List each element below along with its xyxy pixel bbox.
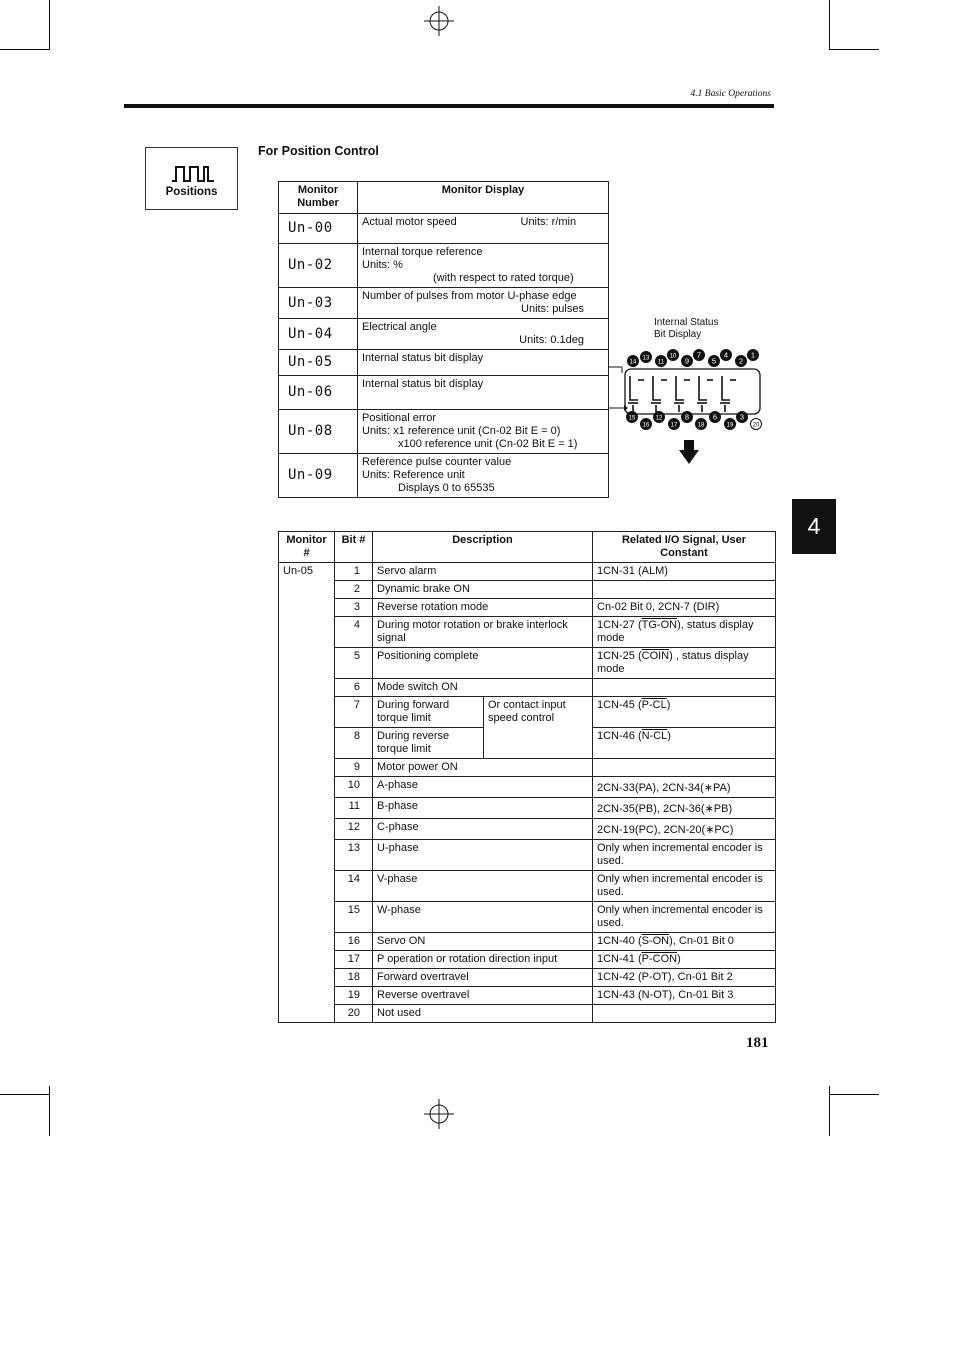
- bit-number-label: 9: [684, 356, 690, 366]
- related-signal: [593, 617, 776, 648]
- signal-text: 1CN-46 (: [597, 730, 642, 742]
- bit-number: 15: [335, 902, 373, 933]
- positions-box: [145, 147, 238, 210]
- crop-mark: [0, 1094, 50, 1095]
- display-housing: [625, 369, 760, 414]
- section-title: For Position Control: [258, 144, 379, 158]
- desc-line: Displays 0 to 65535: [398, 482, 495, 494]
- monitor-cell: Un-05: [279, 563, 335, 1023]
- monitor-description: [358, 410, 609, 454]
- bit-description: Servo alarm: [373, 563, 593, 581]
- signal-text: ) , status display mode: [597, 650, 749, 675]
- bit-description: V-phase: [373, 871, 593, 902]
- bit-number: 18: [335, 969, 373, 987]
- bit-number: 13: [335, 840, 373, 871]
- bit-number-label: 20: [752, 422, 760, 429]
- diagram-label-line: Bit Display: [654, 329, 702, 340]
- signal-inverted-name: P-CL: [641, 699, 667, 711]
- bit-number: 11: [335, 798, 373, 819]
- signal-text: ): [677, 953, 681, 965]
- bit-description: Motor power ON: [373, 759, 593, 777]
- table-row: [279, 1005, 776, 1023]
- diagram-label-line: Internal Status: [654, 317, 719, 328]
- bit-number: 10: [335, 777, 373, 798]
- related-signal: Cn-02 Bit 0, 2CN-7 (DIR): [593, 599, 776, 617]
- signal-inverted-name: P-CON: [641, 953, 678, 965]
- crop-mark: [829, 0, 830, 50]
- signal-inverted-name: S-ON: [641, 935, 670, 947]
- table-row: [279, 563, 776, 581]
- desc-line: Reference pulse counter value: [362, 456, 512, 468]
- table-row: [279, 902, 776, 933]
- crop-mark: [49, 0, 50, 50]
- bit-description: P operation or rotation direction input: [373, 951, 593, 969]
- crop-mark: [0, 49, 50, 50]
- table-row: [279, 798, 776, 819]
- bit-number: 6: [335, 679, 373, 697]
- registration-target-icon: [424, 6, 454, 36]
- related-signal: 1CN-43 (N-OT), Cn-01 Bit 3: [593, 987, 776, 1005]
- monitor-code: Un-00: [279, 214, 358, 244]
- header-description: Description: [373, 532, 593, 563]
- table-header-row: [279, 182, 609, 214]
- desc-line: Internal torque reference: [362, 246, 483, 258]
- related-signal: [593, 581, 776, 599]
- monitor-description: [358, 244, 609, 288]
- header-bit: Bit #: [335, 532, 373, 563]
- chapter-tab: 4: [792, 499, 836, 554]
- related-signal: [593, 951, 776, 969]
- table-row: [279, 840, 776, 871]
- segment-digits: [628, 376, 736, 412]
- bit-number: 8: [335, 728, 373, 759]
- table-row: [279, 319, 609, 350]
- monitor-description: Internal status bit display: [358, 350, 609, 376]
- signal-inverted-name: COIN: [641, 650, 670, 662]
- related-signal: 1CN-31 (ALM): [593, 563, 776, 581]
- bit-description: Mode switch ON: [373, 679, 593, 697]
- table-row: [279, 350, 609, 376]
- signal-text: 1CN-45 (: [597, 699, 642, 711]
- desc-line: (with respect to rated torque): [433, 272, 574, 284]
- signal-text: ), Cn-01 Bit 0: [669, 935, 734, 947]
- bit-number: 17: [335, 951, 373, 969]
- monitor-description: [358, 288, 609, 319]
- related-signal: 2CN-33(PA), 2CN-34(∗PA): [593, 777, 776, 798]
- bit-number: 2: [335, 581, 373, 599]
- header-monitor-display: Monitor Display: [358, 182, 609, 214]
- signal-text: ): [666, 699, 671, 711]
- related-signal: [593, 648, 776, 679]
- monitor-code: Un-02: [279, 244, 358, 288]
- registration-target-icon: [424, 1099, 454, 1129]
- bit-number-label: 17: [670, 422, 678, 429]
- related-signal: [593, 728, 776, 759]
- bit-number: 20: [335, 1005, 373, 1023]
- header-related-signal: Related I/O Signal, User Constant: [593, 532, 776, 563]
- bit-number-label: 12: [655, 415, 663, 422]
- desc-line: Number of pulses from motor U-phase edge: [362, 290, 577, 302]
- related-signal: 2CN-19(PC), 2CN-20(∗PC): [593, 819, 776, 840]
- bit-description: U-phase: [373, 840, 593, 871]
- bit-number: 7: [335, 697, 373, 728]
- desc-line: Units: x1 reference unit (Cn-02 Bit E = 0): [362, 425, 561, 437]
- monitor-table: [278, 181, 609, 498]
- table-row: [279, 933, 776, 951]
- bit-description: B-phase: [373, 798, 593, 819]
- bit-number-label: 15: [628, 415, 636, 422]
- pulse-waveform-icon: [172, 165, 214, 183]
- bit-table: [278, 531, 776, 1023]
- desc-line: Positional error: [362, 412, 436, 424]
- bit-description: A-phase: [373, 777, 593, 798]
- monitor-description: [358, 454, 609, 498]
- bit-number: 4: [335, 617, 373, 648]
- signal-inverted-name: N-CL: [641, 730, 668, 742]
- signal-text: 1CN-40 (: [597, 935, 642, 947]
- related-signal: [593, 759, 776, 777]
- bit-number-label: 5: [711, 356, 717, 366]
- bit-number-label: 13: [642, 355, 650, 362]
- bit-number-label: 11: [657, 359, 665, 366]
- bit-number-label: 1: [750, 350, 756, 360]
- related-signal: [593, 679, 776, 697]
- bit-description: Reverse overtravel: [373, 987, 593, 1005]
- bit-number-label: 3: [739, 412, 745, 422]
- diagram-label: [654, 317, 718, 341]
- bit-description: Forward overtravel: [373, 969, 593, 987]
- bit-description-note: Or contact input speed control: [484, 697, 593, 759]
- desc-line: Units: Reference unit: [362, 469, 465, 481]
- monitor-description: Internal status bit display: [358, 376, 609, 410]
- desc-units: Units: r/min: [520, 216, 577, 228]
- bit-number-label: 18: [697, 422, 705, 429]
- crop-mark: [829, 1094, 879, 1095]
- table-row: [279, 871, 776, 902]
- bit-number-label: 8: [684, 412, 690, 422]
- monitor-code: Un-08: [279, 410, 358, 454]
- table-row: [279, 648, 776, 679]
- table-row: [279, 581, 776, 599]
- monitor-code: Un-03: [279, 288, 358, 319]
- related-signal: 2CN-35(PB), 2CN-36(∗PB): [593, 798, 776, 819]
- bit-number-label: 19: [726, 422, 734, 429]
- header-rule: [124, 104, 774, 108]
- bit-number: 16: [335, 933, 373, 951]
- table-row: [279, 376, 609, 410]
- table-row: [279, 987, 776, 1005]
- table-row: [279, 410, 609, 454]
- bit-number: 1: [335, 563, 373, 581]
- table-row: [279, 951, 776, 969]
- desc-line: Units: %: [362, 259, 403, 271]
- page-number: 181: [746, 1035, 769, 1051]
- monitor-code: Un-06: [279, 376, 358, 410]
- header-monitor: Monitor #: [279, 532, 335, 563]
- running-header: 4.1 Basic Operations: [690, 89, 771, 99]
- bit-number-label: 2: [738, 356, 744, 366]
- bit-description: C-phase: [373, 819, 593, 840]
- crop-mark: [829, 49, 879, 50]
- bit-description: During motor rotation or brake interlock signal: [373, 617, 593, 648]
- desc-line: Units: pulses: [521, 303, 584, 315]
- signal-text: 1CN-25 (: [597, 650, 642, 662]
- monitor-code: Un-09: [279, 454, 358, 498]
- bit-number: 9: [335, 759, 373, 777]
- monitor-code: Un-04: [279, 319, 358, 350]
- bit-table-body: [279, 563, 776, 1023]
- bit-number-label: 10: [669, 353, 677, 360]
- monitor-code: Un-05: [279, 350, 358, 376]
- table-row: [279, 819, 776, 840]
- bit-description: Not used: [373, 1005, 593, 1023]
- bit-description: Positioning complete: [373, 648, 593, 679]
- bit-description: W-phase: [373, 902, 593, 933]
- signal-text: 1CN-41 (: [597, 953, 642, 965]
- table-row: [279, 288, 609, 319]
- desc-line: Units: 0.1deg: [519, 334, 584, 346]
- top-bit-numbers: [628, 350, 759, 367]
- table-row: [279, 454, 609, 498]
- bit-description: Servo ON: [373, 933, 593, 951]
- bit-description: During reverse torque limit: [373, 728, 484, 759]
- table-row: [279, 777, 776, 798]
- table-row: [279, 759, 776, 777]
- related-signal: [593, 1005, 776, 1023]
- related-signal: [593, 697, 776, 728]
- bit-number: 12: [335, 819, 373, 840]
- status-bit-diagram: [580, 340, 770, 470]
- signal-text: ): [667, 730, 671, 742]
- bit-number: 5: [335, 648, 373, 679]
- desc-line: Electrical angle: [362, 321, 437, 333]
- table-row: [279, 214, 609, 244]
- table-row: [279, 679, 776, 697]
- related-signal: Only when incremental encoder is used.: [593, 871, 776, 902]
- table-row: [279, 599, 776, 617]
- signal-text: 1CN-27 (: [597, 619, 642, 631]
- table-header-row: [279, 532, 776, 563]
- bit-number-label: 16: [642, 422, 650, 429]
- desc-line: x100 reference unit (Cn-02 Bit E = 1): [398, 438, 578, 450]
- related-signal: Only when incremental encoder is used.: [593, 902, 776, 933]
- signal-text: ), status display mode: [597, 619, 754, 644]
- related-signal: 1CN-42 (P-OT), Cn-01 Bit 2: [593, 969, 776, 987]
- table-row: [279, 969, 776, 987]
- signal-inverted-name: TG-ON: [641, 619, 678, 631]
- bit-description: During forward torque limit: [373, 697, 484, 728]
- bit-number: 3: [335, 599, 373, 617]
- table-row: [279, 617, 776, 648]
- bit-number: 14: [335, 871, 373, 902]
- monitor-description: [358, 214, 609, 244]
- related-signal: [593, 933, 776, 951]
- positions-label: Positions: [165, 186, 218, 198]
- related-signal: Only when incremental encoder is used.: [593, 840, 776, 871]
- bit-number-label: 14: [629, 359, 637, 366]
- down-arrow-icon: [679, 440, 699, 464]
- bit-number-label: 7: [696, 350, 702, 360]
- desc-line: Actual motor speed: [362, 216, 457, 228]
- bit-number: 19: [335, 987, 373, 1005]
- bit-description: Reverse rotation mode: [373, 599, 593, 617]
- table-row: [279, 244, 609, 288]
- monitor-description: [358, 319, 609, 350]
- bit-number-label: 6: [712, 412, 718, 422]
- table-row: [279, 697, 776, 728]
- bit-description: Dynamic brake ON: [373, 581, 593, 599]
- header-monitor-number: Monitor Number: [279, 182, 358, 214]
- bit-number-label: 4: [723, 350, 729, 360]
